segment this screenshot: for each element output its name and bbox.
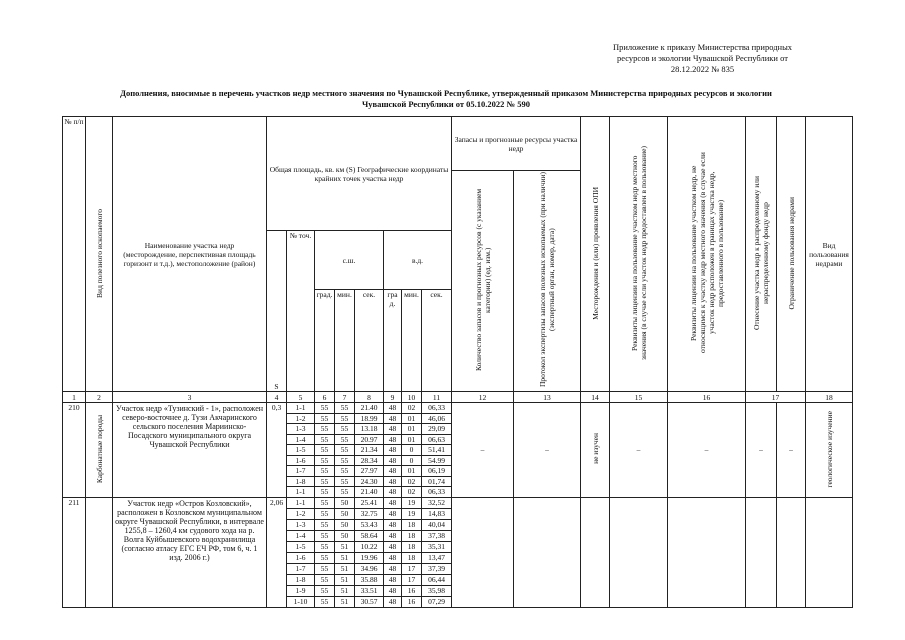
lon-sec: 54.99 <box>422 455 452 466</box>
lon-sec: 06,33 <box>422 487 452 498</box>
row-usage-text: геологическое изучение <box>824 410 834 487</box>
lat-sec: 21.40 <box>355 487 384 498</box>
col-number: 7 <box>335 392 355 403</box>
lat-deg: 55 <box>315 519 335 530</box>
row-expertise: – <box>514 403 581 498</box>
lat-deg: 55 <box>315 403 335 414</box>
lat-min: 55 <box>335 487 355 498</box>
row-reserves <box>452 497 514 607</box>
point-id: 1-9 <box>287 585 315 596</box>
point-id: 1-8 <box>287 476 315 487</box>
col-number: 12 <box>452 392 514 403</box>
row-area: 2,06 <box>267 497 287 607</box>
lat-deg: 55 <box>315 434 335 445</box>
header-rights-other-text: Реквизиты лицензии на пользование участком недр, не относящимся к участку недр местного значения (в случае если участок недр расположен в границах участка недр, предоставленного в пользование) <box>688 152 725 354</box>
lon-deg: 48 <box>384 508 402 519</box>
title-line-2: Чувашской Республики от 05.10.2022 № 590 <box>362 99 530 109</box>
lon-sec: 32,52 <box>422 497 452 508</box>
header-attribution <box>746 117 777 392</box>
lat-sec: 21.40 <box>355 403 384 414</box>
lat-min: 51 <box>335 574 355 585</box>
lat-sec: 28.34 <box>355 455 384 466</box>
row-deposit <box>581 403 610 498</box>
lon-deg: 48 <box>384 574 402 585</box>
lat-sec: 53.43 <box>355 519 384 530</box>
row-reserves: – <box>452 403 514 498</box>
header-attribution-text: Отнесение участка недр к распределенному или нераспределенному фонду недр <box>752 176 770 330</box>
point-id: 1-1 <box>287 487 315 498</box>
lat-deg: 55 <box>315 508 335 519</box>
lon-sec: 46,06 <box>422 413 452 424</box>
header-lat-deg: град. <box>315 290 335 392</box>
col-number: 5 <box>287 392 315 403</box>
header-reserves-qty-text: Количество запасов и прогнозных ресурсов (с указанием категории) (ед. изм.) <box>473 188 492 372</box>
header-restriction-text: Ограничение пользования недрами <box>786 196 796 310</box>
lon-deg: 48 <box>384 403 402 414</box>
row-usage <box>806 497 853 607</box>
lon-deg: 48 <box>384 497 402 508</box>
lon-sec: 40,04 <box>422 519 452 530</box>
row-expertise <box>514 497 581 607</box>
column-numbers-row <box>63 392 853 403</box>
lat-min: 51 <box>335 563 355 574</box>
lat-min: 55 <box>335 455 355 466</box>
lat-deg: 55 <box>315 541 335 552</box>
lon-sec: 06,63 <box>422 434 452 445</box>
lat-min: 55 <box>335 434 355 445</box>
lon-sec: 06,19 <box>422 466 452 477</box>
lon-deg: 48 <box>384 552 402 563</box>
lon-deg: 48 <box>384 445 402 456</box>
lat-min: 51 <box>335 596 355 607</box>
lon-deg: 48 <box>384 585 402 596</box>
point-id: 1-10 <box>287 596 315 607</box>
lat-min: 55 <box>335 424 355 435</box>
row-restriction <box>777 497 806 607</box>
header-restriction <box>777 117 806 392</box>
lat-sec: 19.96 <box>355 552 384 563</box>
header-name: Наименование участка недр (месторождение, перспективная площадь горизонт и т.д.), местоположение (район) <box>113 117 267 392</box>
lat-sec: 30.57 <box>355 596 384 607</box>
lon-sec: 13,47 <box>422 552 452 563</box>
header-lat-sec: сек. <box>355 290 384 392</box>
header-expertise-text: Протокол экспертизы запасов полезных ископаемых (при наличии) (экспертный орган, номер, дата) <box>538 172 556 388</box>
col-number: 9 <box>384 392 402 403</box>
row-mineral <box>86 497 113 607</box>
table-row <box>63 497 853 508</box>
header-lat: с.ш. <box>315 231 384 290</box>
row-area: 0,3 <box>267 403 287 498</box>
lat-sec: 21.34 <box>355 445 384 456</box>
lon-deg: 48 <box>384 519 402 530</box>
row-num: 210 <box>63 403 86 498</box>
col-number: 14 <box>581 392 610 403</box>
header-reserves-qty <box>452 171 514 392</box>
lon-min: 01 <box>402 434 422 445</box>
lon-min: 02 <box>402 487 422 498</box>
point-id: 1-1 <box>287 497 315 508</box>
row-name: Участок недр «Остров Козловский», расположен в Козловском муниципальном округе Чувашской Республики, в интервале 1255,8 – 1260,4 км судового хода на р. Волга Куйбышевского водохранилища (согласно атласу ЕГС ЕЧ РФ, том 6, ч. 1 изд. 2006 г.) <box>113 497 267 607</box>
lon-sec: 14,83 <box>422 508 452 519</box>
col-number: 17 <box>746 392 806 403</box>
point-id: 1-3 <box>287 424 315 435</box>
lon-min: 0 <box>402 455 422 466</box>
row-rights-other <box>668 497 746 607</box>
header-area-group: Общая площадь, кв. км (S) Географические координаты крайних точек участка недр <box>267 117 452 231</box>
point-id: 1-1 <box>287 403 315 414</box>
lon-deg: 48 <box>384 487 402 498</box>
header-rights-other <box>668 117 746 392</box>
col-number: 3 <box>113 392 267 403</box>
lon-min: 01 <box>402 424 422 435</box>
lon-deg: 48 <box>384 530 402 541</box>
row-rights-use <box>610 497 668 607</box>
header-expertise <box>514 171 581 392</box>
header-num: № п/п <box>63 117 86 392</box>
lat-min: 55 <box>335 445 355 456</box>
header-usage: Вид пользования недрами <box>806 117 853 392</box>
col-number: 16 <box>668 392 746 403</box>
header-reserves-group: Запасы и прогнозные ресурсы участка недр <box>452 117 581 171</box>
lon-sec: 35,98 <box>422 585 452 596</box>
lon-min: 01 <box>402 466 422 477</box>
lon-sec: 07,29 <box>422 596 452 607</box>
header-deposit-type <box>581 117 610 392</box>
lon-sec: 29,09 <box>422 424 452 435</box>
lat-deg: 55 <box>315 574 335 585</box>
lon-min: 19 <box>402 497 422 508</box>
point-id: 1-3 <box>287 519 315 530</box>
title-line-1: Дополнения, вносимые в перечень участков недр местного значения по Чувашской Республике, утвержденный приказом Министерства природных ресурсов и экологии <box>120 88 772 98</box>
lat-sec: 25.41 <box>355 497 384 508</box>
col-number: 13 <box>514 392 581 403</box>
lat-sec: 58.64 <box>355 530 384 541</box>
lat-sec: 27.97 <box>355 466 384 477</box>
col-number: 10 <box>402 392 422 403</box>
point-id: 1-5 <box>287 445 315 456</box>
header-rights-use <box>610 117 668 392</box>
lon-deg: 48 <box>384 476 402 487</box>
row-attribution <box>746 497 777 607</box>
lon-min: 02 <box>402 476 422 487</box>
lat-sec: 35.88 <box>355 574 384 585</box>
header-rights-use-text: Реквизиты лицензии на пользование участком недр местного значения (в случае если участок недр предоставлен в пользование) <box>629 146 648 360</box>
lon-deg: 48 <box>384 413 402 424</box>
lat-min: 50 <box>335 497 355 508</box>
lat-deg: 55 <box>315 487 335 498</box>
lon-min: 18 <box>402 541 422 552</box>
lat-deg: 55 <box>315 530 335 541</box>
lat-min: 51 <box>335 552 355 563</box>
lon-sec: 37,39 <box>422 563 452 574</box>
lat-deg: 55 <box>315 563 335 574</box>
row-attribution: – <box>746 403 777 498</box>
header-point-no: № точ. <box>287 231 315 392</box>
lon-min: 01 <box>402 413 422 424</box>
lat-min: 55 <box>335 476 355 487</box>
lon-sec: 51,41 <box>422 445 452 456</box>
point-id: 1-2 <box>287 508 315 519</box>
col-number: 6 <box>315 392 335 403</box>
header-lon-min: мин. <box>402 290 422 392</box>
lat-deg: 55 <box>315 585 335 596</box>
lat-deg: 55 <box>315 466 335 477</box>
col-number: 2 <box>86 392 113 403</box>
header-deposit-type-text: Месторождения и (или) проявления ОПИ <box>590 186 600 320</box>
lon-sec: 37,38 <box>422 530 452 541</box>
point-id: 1-7 <box>287 466 315 477</box>
col-number: 4 <box>267 392 287 403</box>
row-rights-use: – <box>610 403 668 498</box>
lon-deg: 48 <box>384 466 402 477</box>
lon-deg: 48 <box>384 596 402 607</box>
row-name: Участок недр «Тузинский - 1», расположен северо-восточнее д. Тузи Акчаринского сельского поселения Мариинско-Посадского муниципального округа Чувашской Республики <box>113 403 267 498</box>
lon-min: 18 <box>402 552 422 563</box>
header-lon: в.д. <box>384 231 452 290</box>
lat-deg: 55 <box>315 497 335 508</box>
col-number: 15 <box>610 392 668 403</box>
lon-min: 02 <box>402 403 422 414</box>
row-deposit-text: не изучен <box>590 433 600 465</box>
lat-min: 51 <box>335 541 355 552</box>
header-s: S <box>267 231 287 392</box>
point-id: 1-4 <box>287 434 315 445</box>
lat-sec: 34.96 <box>355 563 384 574</box>
point-id: 1-8 <box>287 574 315 585</box>
lat-deg: 55 <box>315 455 335 466</box>
table-row <box>63 403 853 414</box>
lon-min: 17 <box>402 574 422 585</box>
header-mineral <box>86 117 113 392</box>
col-number: 11 <box>422 392 452 403</box>
lon-sec: 06,44 <box>422 574 452 585</box>
lat-sec: 10.22 <box>355 541 384 552</box>
lon-deg: 48 <box>384 455 402 466</box>
lon-deg: 48 <box>384 541 402 552</box>
lat-min: 55 <box>335 403 355 414</box>
row-deposit <box>581 497 610 607</box>
lat-sec: 32.75 <box>355 508 384 519</box>
point-id: 1-4 <box>287 530 315 541</box>
row-num: 211 <box>63 497 86 607</box>
lat-min: 51 <box>335 585 355 596</box>
lat-sec: 13.18 <box>355 424 384 435</box>
lon-sec: 06,33 <box>422 403 452 414</box>
lat-min: 50 <box>335 530 355 541</box>
lon-deg: 48 <box>384 563 402 574</box>
lat-deg: 55 <box>315 552 335 563</box>
appendix-line-2: ресурсов и экологии Чувашской Республики от <box>617 53 788 63</box>
point-id: 1-5 <box>287 541 315 552</box>
document-title <box>85 88 807 110</box>
point-id: 1-7 <box>287 563 315 574</box>
row-restriction: – <box>777 403 806 498</box>
lat-min: 55 <box>335 413 355 424</box>
lat-sec: 20.97 <box>355 434 384 445</box>
lon-min: 18 <box>402 519 422 530</box>
lat-sec: 33.51 <box>355 585 384 596</box>
lat-deg: 55 <box>315 413 335 424</box>
row-mineral-text: Карбонатные породы <box>94 414 104 483</box>
header-lat-min: мин. <box>335 290 355 392</box>
lat-min: 50 <box>335 519 355 530</box>
lat-min: 55 <box>335 466 355 477</box>
lon-min: 17 <box>402 563 422 574</box>
lat-deg: 55 <box>315 445 335 456</box>
lon-min: 0 <box>402 445 422 456</box>
header-lon-sec: сек. <box>422 290 452 392</box>
point-id: 1-6 <box>287 455 315 466</box>
lon-min: 16 <box>402 596 422 607</box>
lon-min: 18 <box>402 530 422 541</box>
col-number: 8 <box>355 392 384 403</box>
lon-deg: 48 <box>384 424 402 435</box>
lat-sec: 18.99 <box>355 413 384 424</box>
point-id: 1-6 <box>287 552 315 563</box>
lat-deg: 55 <box>315 424 335 435</box>
col-number: 18 <box>806 392 853 403</box>
row-usage <box>806 403 853 498</box>
lat-min: 50 <box>335 508 355 519</box>
header-mineral-text: Вид полезного ископаемого <box>94 208 104 298</box>
lon-sec: 35,31 <box>422 541 452 552</box>
lon-sec: 01,74 <box>422 476 452 487</box>
subsoil-table <box>62 116 853 608</box>
lat-deg: 55 <box>315 596 335 607</box>
appendix-line-1: Приложение к приказу Министерства природных <box>612 42 793 52</box>
lat-sec: 24.30 <box>355 476 384 487</box>
lon-min: 16 <box>402 585 422 596</box>
lat-deg: 55 <box>315 476 335 487</box>
lon-min: 19 <box>402 508 422 519</box>
row-mineral <box>86 403 113 498</box>
lon-deg: 48 <box>384 434 402 445</box>
point-id: 1-2 <box>287 413 315 424</box>
appendix-note <box>590 42 815 75</box>
header-lon-deg: гра д. <box>384 290 402 392</box>
appendix-line-3: 28.12.2022 № 835 <box>670 64 735 74</box>
col-number: 1 <box>63 392 86 403</box>
row-rights-other: – <box>668 403 746 498</box>
